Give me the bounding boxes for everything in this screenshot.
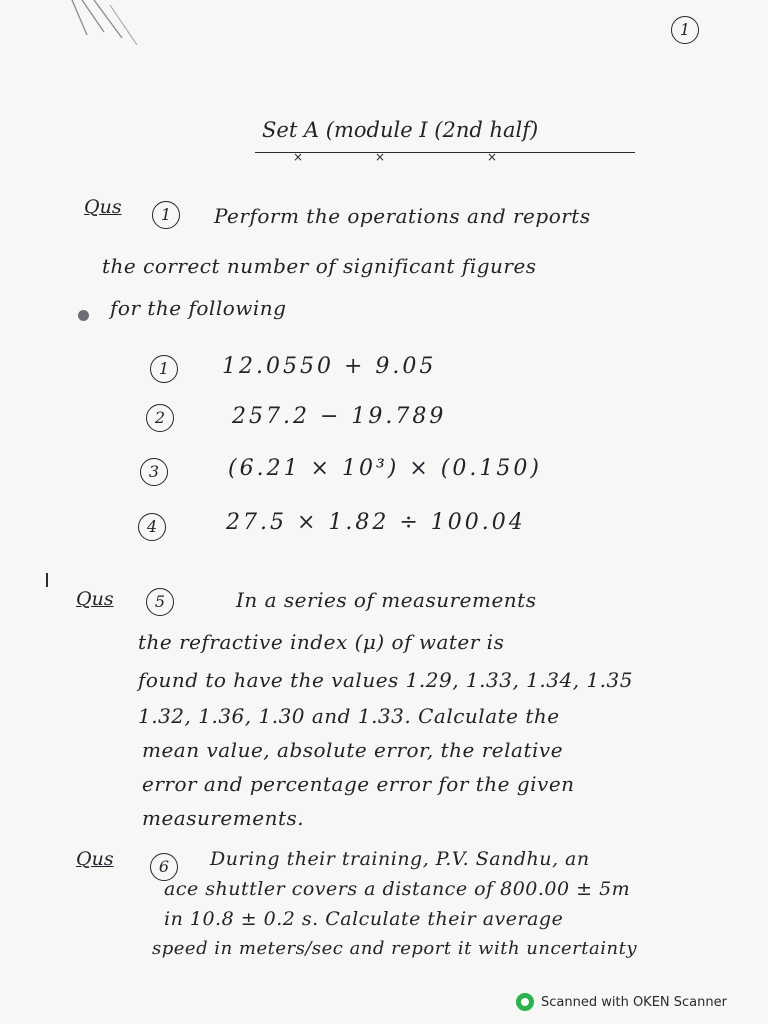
question-text-line: During their training, P.V. Sandhu, an (210, 848, 590, 870)
question-number-badge: 5 (146, 588, 174, 616)
question-number-badge: 6 (150, 853, 178, 881)
question-text-line: found to have the values 1.29, 1.33, 1.34, 1.35 (138, 668, 633, 692)
question-text-line: 1.32, 1.36, 1.30 and 1.33. Calculate the (138, 704, 560, 728)
corner-pen-marks (52, 0, 142, 60)
question-text-line: speed in meters/sec and report it with uncertainty (152, 938, 637, 959)
margin-mark (46, 573, 48, 587)
question-number-badge: 1 (152, 201, 180, 229)
math-expression: 257.2 − 19.789 (232, 404, 447, 429)
underline-cross-mark: × (375, 150, 386, 164)
math-expression: (6.21 × 10³) × (0.150) (228, 456, 542, 481)
question-text-line: mean value, absolute error, the relative (142, 738, 564, 762)
punch-hole (78, 310, 89, 321)
scanner-watermark (516, 991, 727, 1013)
underline-cross-mark: × (293, 150, 304, 164)
question-text-line: ace shuttler covers a distance of 800.00 ± 5m (164, 878, 631, 900)
title-underline (255, 152, 635, 153)
question-text-line: measurements. (142, 806, 305, 830)
question-text-line: error and percentage error for the given (142, 772, 575, 796)
item-number-badge: 4 (138, 513, 166, 541)
question-label: Qus (84, 196, 122, 218)
question-label: Qus (76, 848, 114, 870)
scanner-logo-icon (516, 993, 534, 1011)
item-number-badge: 3 (140, 458, 168, 486)
page-title: Set A (module I (2nd half) (262, 118, 539, 142)
question-text-line: the correct number of significant figures (102, 254, 537, 278)
underline-cross-mark: × (487, 150, 498, 164)
item-number-badge: 2 (146, 404, 174, 432)
question-label: Qus (76, 588, 114, 610)
question-text-line: In a series of measurements (236, 588, 537, 612)
question-text-line: in 10.8 ± 0.2 s. Calculate their average (164, 908, 564, 930)
page-number: 1 (671, 16, 699, 44)
scanner-watermark-text: Scanned with OKEN Scanner (541, 994, 727, 1010)
math-expression: 12.0550 + 9.05 (222, 354, 437, 379)
question-text-line: for the following (110, 296, 287, 320)
question-text-line: Perform the operations and reports (214, 204, 591, 228)
item-number-badge: 1 (150, 355, 178, 383)
math-expression: 27.5 × 1.82 ÷ 100.04 (226, 510, 526, 535)
question-text-line: the refractive index (μ) of water is (138, 630, 505, 654)
